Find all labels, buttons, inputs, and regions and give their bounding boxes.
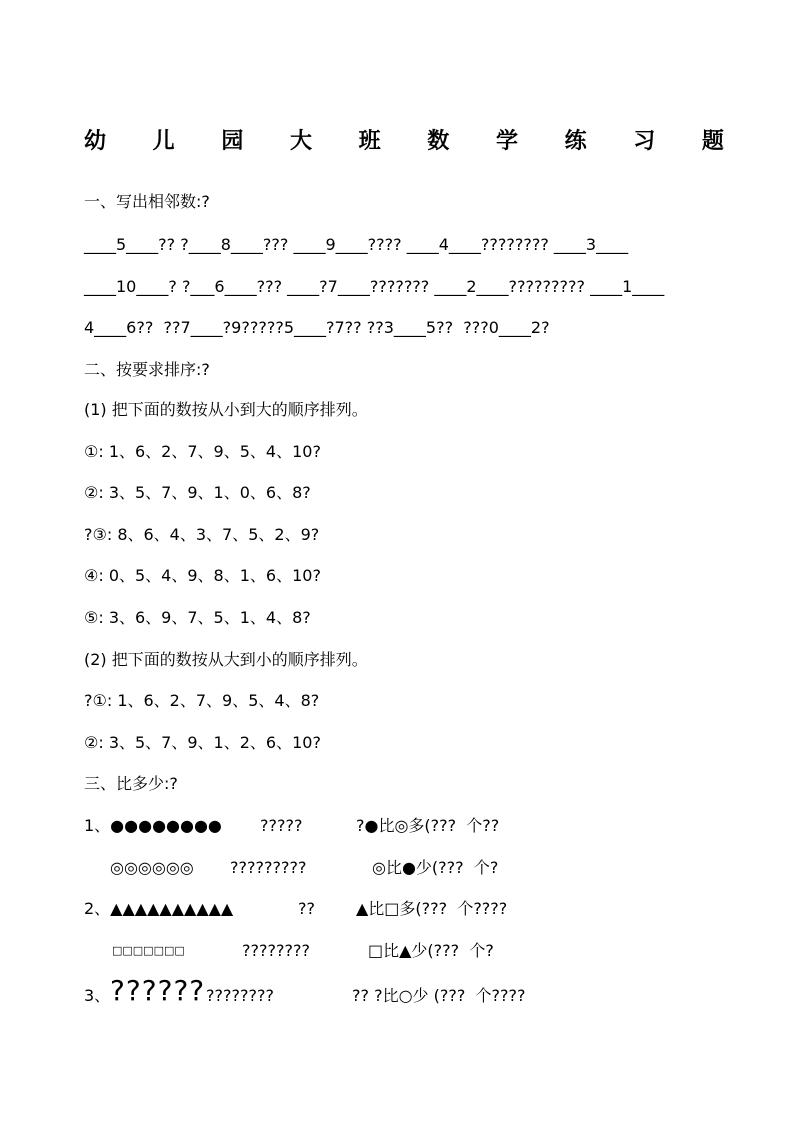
sort-item: ④: 0、5、4、9、8、1、6、10? <box>84 566 321 585</box>
compare-row-mid: ????????? <box>230 858 307 877</box>
compare-row-right: ▲比□多(??? 个???? <box>356 899 508 918</box>
section3-heading: 三、比多少:? <box>84 774 178 793</box>
sort-item: ②: 3、5、7、9、1、0、6、8? <box>84 483 311 502</box>
title-char: 儿 <box>152 128 175 154</box>
compare-row-mid: ???????? <box>242 941 310 960</box>
compare-row-left: 3、 <box>84 986 111 1005</box>
ascending-instruction: (1) 把下面的数按从小到大的顺序排列。 <box>84 400 368 419</box>
section2-heading: 二、按要求排序:? <box>84 360 210 379</box>
title-char: 题 <box>701 128 724 154</box>
compare-row-right: □比▲少(??? 个? <box>368 941 494 960</box>
descending-instruction: (2) 把下面的数按从大到小的顺序排列。 <box>84 650 368 669</box>
title-char: 练 <box>564 128 587 154</box>
compare-row-big-marks: ?????? <box>110 974 206 1007</box>
neighbor-numbers-row: ____5____?? ?____8____??? ____9____???? ____4____???????? ____3____ <box>84 235 629 254</box>
title-char: 数 <box>427 128 450 154</box>
title-char: 幼 <box>84 128 107 154</box>
compare-row-right: ◎比●少(??? 个? <box>372 858 499 877</box>
title-char: 园 <box>221 128 244 154</box>
compare-row-left: 2、▲▲▲▲▲▲▲▲▲▲ <box>84 899 234 918</box>
sort-item: ①: 1、6、2、7、9、5、4、10? <box>84 442 321 461</box>
title-char: 大 <box>289 128 312 154</box>
compare-row-mid: ???????? <box>206 986 274 1005</box>
compare-row-left: □□□□□□□ <box>112 944 185 957</box>
title-char: 习 <box>633 128 656 154</box>
compare-row-right: ?? ?比○少 (??? 个???? <box>352 986 526 1005</box>
compare-row-right: ?●比◎多(??? 个?? <box>356 816 500 835</box>
section1-heading: 一、写出相邻数:? <box>84 192 210 211</box>
neighbor-numbers-row: 4____6?? ??7____?9?????5____?7?? ??3____5?? ???0____2? <box>84 318 550 337</box>
neighbor-numbers-row: ____10____? ?___6____??? ____?7____??????? ____2____????????? ____1____ <box>84 277 665 296</box>
compare-row-left: ◎◎◎◎◎◎ <box>110 858 194 877</box>
compare-row-mid: ?? <box>298 899 315 918</box>
compare-row-mid: ????? <box>260 816 303 835</box>
compare-row-left: 1、●●●●●●●● <box>84 816 222 835</box>
title-char: 学 <box>495 128 518 154</box>
page-title <box>84 124 724 155</box>
title-char: 班 <box>358 128 381 154</box>
sort-item: ②: 3、5、7、9、1、2、6、10? <box>84 733 321 752</box>
sort-item: ?①: 1、6、2、7、9、5、4、8? <box>84 691 320 710</box>
sort-item: ⑤: 3、6、9、7、5、1、4、8? <box>84 608 311 627</box>
sort-item: ?③: 8、6、4、3、7、5、2、9? <box>84 525 320 544</box>
